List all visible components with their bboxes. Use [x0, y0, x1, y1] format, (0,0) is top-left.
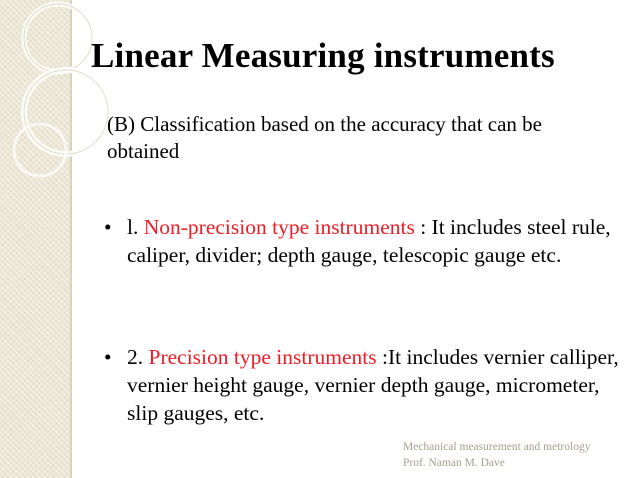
bullet-description: : It includes steel rule, caliper, divider; depth gauge, telescopic gauge etc. [127, 215, 611, 267]
bullet-prefix: l. [127, 215, 144, 239]
bullet-text [127, 213, 624, 269]
footer-author-name: Prof. Naman M. Dave [403, 457, 505, 469]
bullet-item-non-precision [104, 213, 624, 269]
bullet-prefix: 2. [127, 345, 149, 369]
bullet-item-precision [104, 343, 624, 427]
decorative-circles-graphic [0, 0, 120, 200]
slide-footer [403, 439, 590, 471]
footer-course-name: Mechanical measurement and metrology [403, 441, 591, 453]
slide-title: Linear Measuring instruments [91, 36, 555, 75]
bullet-description: :It includes vernier calliper, vernier height gauge, vernier depth gauge, micrometer, slip gauges, etc. [127, 345, 619, 425]
slide-subtitle: (B) Classification based on the accuracy that can be obtained [107, 112, 542, 163]
bullet-marker: • [104, 215, 112, 239]
bullet-highlight: Precision type instruments [148, 345, 377, 369]
bullet-highlight: Non-precision type instruments [143, 215, 415, 239]
bullet-marker: • [104, 345, 112, 369]
bullet-text [127, 343, 624, 427]
